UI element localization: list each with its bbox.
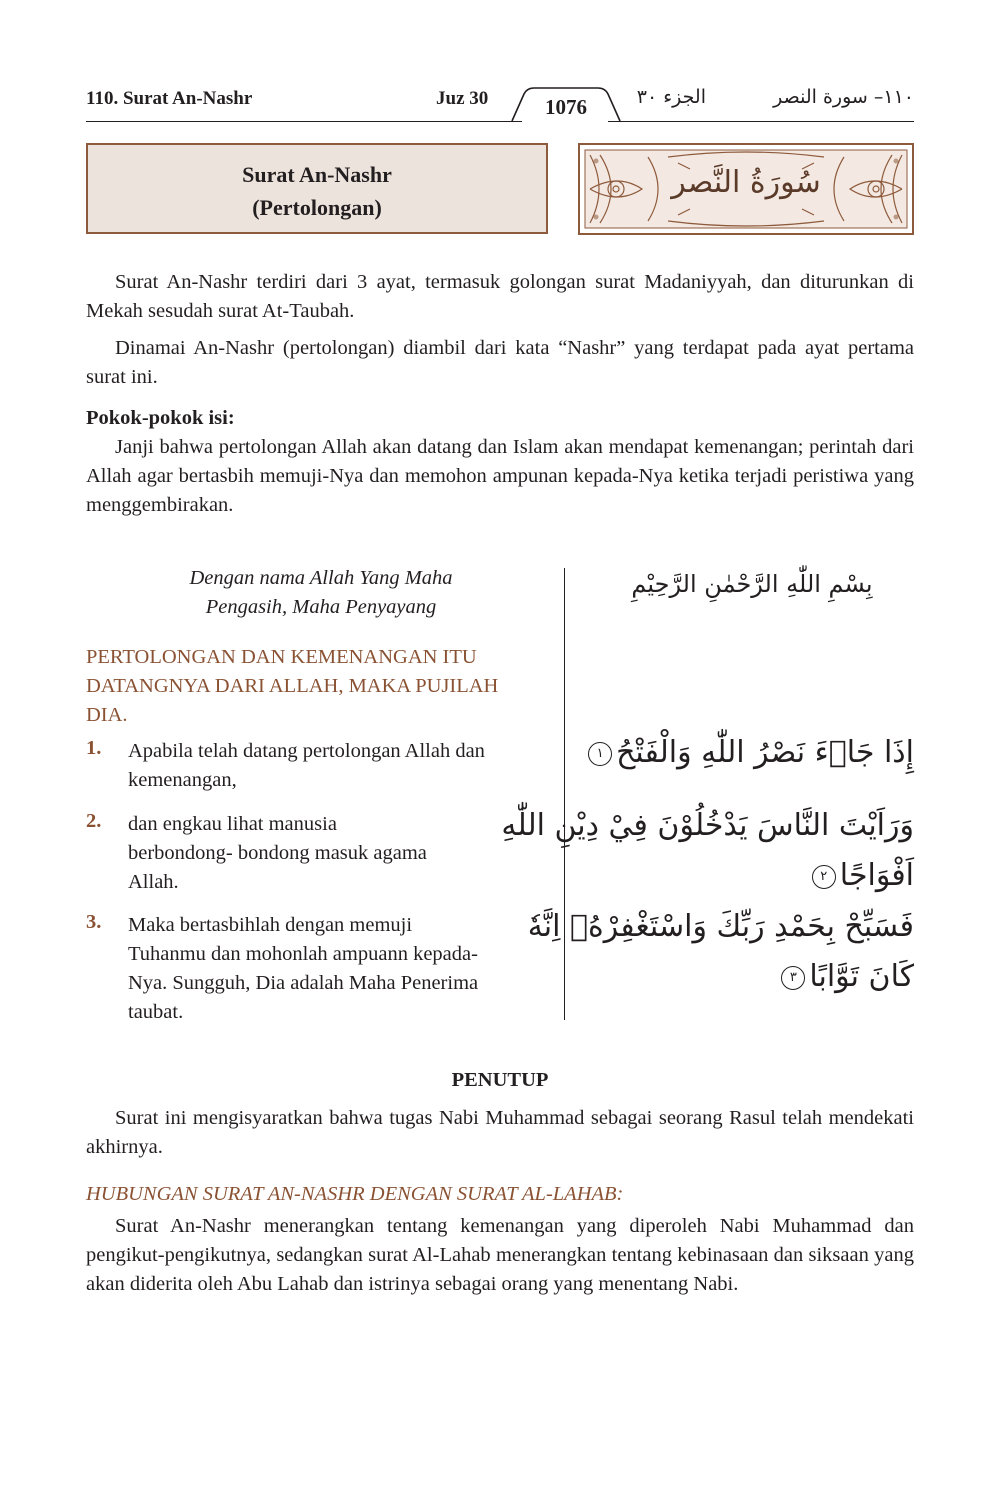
pokok-heading: Pokok-pokok isi:	[86, 407, 235, 429]
ayah-end-marker: ٢	[812, 865, 836, 889]
intro-paragraph-1: Surat An-Nashr terdiri dari 3 ayat, termasuk golongan surat Madaniyyah, dan diturunkan di Mekah sesudah surat At-Taubah.	[86, 271, 914, 322]
pokok-text: Janji bahwa pertolongan Allah akan datang dan Islam akan mendapat kemenangan; perintah dari Allah agar bertasbih memuji-Nya dan memohon ampunan kepada-Nya ketika terjadi peristiwa yang menggembirakan.	[86, 436, 914, 516]
column-divider	[564, 568, 565, 1020]
section-heading: PERTOLONGAN DAN KEMENANGAN ITU DATANGNYA DARI ALLAH, MAKA PUJILAH DIA.	[86, 646, 499, 726]
surah-title-box	[86, 143, 548, 234]
ayat-arabic: فَسَبِّحْ بِحَمْدِ رَبِّكَ وَاسْتَغْفِرْهُۗ اِنَّهٗ كَانَ تَوَّابًا٣	[527, 909, 914, 994]
juz-label: Juz 30	[436, 88, 489, 109]
ayat-translation: Maka bertasbihlah dengan memuji Tuhanmu dan mohonlah ampuann kepada- Nya. Sungguh, Dia adalah Maha Penerima taubat.	[128, 914, 479, 1023]
page-number: 1076	[545, 95, 587, 119]
penutup-heading: PENUTUP	[451, 1069, 549, 1091]
ayat-number: 3.	[86, 911, 102, 933]
ayat-arabic: إِذَا جَاۤءَ نَصْرُ اللّٰهِ وَالْفَتْحُ١	[590, 733, 914, 773]
ayat-number: 2.	[86, 810, 102, 832]
basmalah-arabic: بِسْمِ اللّٰهِ الرَّحْمٰنِ الرَّحِيْمِ	[631, 570, 873, 598]
surah-title-meaning: (Pertolongan)	[252, 195, 382, 220]
ayah-end-marker: ١	[588, 742, 612, 766]
ayat-translation: Apabila telah datang pertolongan Allah dan kemenangan,	[128, 740, 485, 791]
basmalah-translation: Dengan nama Allah Yang Maha Pengasih, Maha Penyayang	[189, 567, 453, 618]
header-rule-right	[608, 121, 914, 122]
penutup-text: Surat ini mengisyaratkan bahwa tugas Nabi Muhammad sebagai seorang Rasul telah mendekati akhirnya.	[86, 1107, 914, 1158]
hubungan-text: Surat An-Nashr menerangkan tentang kemenangan yang diperoleh Nabi Muhammad dan pengikut-pengikutnya, sedangkan surat Al-Lahab menerangkan tentang kebinasaan dan siksaan yang akan diderita oleh Abu Lahab dan istrinya sebagai orang yang menentang Nabi.	[86, 1215, 914, 1295]
ayat-arabic: وَرَاَيْتَ النَّاسَ يَدْخُلُوْنَ فِيْ دِيْنِ اللّٰهِ اَفْوَاجًا٢	[501, 808, 914, 893]
header-rule-left	[86, 121, 522, 122]
surah-calligraphy: سُورَةُ النَّصر	[671, 165, 821, 200]
ayah-end-marker: ٣	[781, 966, 805, 990]
hubungan-heading: HUBUNGAN SURAT AN-NASHR DENGAN SURAT AL-LAHAB:	[86, 1183, 624, 1205]
intro-paragraph-2: Dinamai An-Nashr (pertolongan) diambil dari kata “Nashr” yang terdapat pada ayat pertama surat ini.	[86, 337, 914, 388]
calligraphy-ornament	[578, 143, 914, 235]
running-title: 110. Surat An-Nashr	[86, 88, 253, 109]
page-number-tab	[510, 86, 622, 122]
ayat-translation: dan engkau lihat manusia berbondong- bondong masuk agama Allah.	[128, 813, 427, 893]
juz-arabic: الجزء ٣٠	[636, 86, 706, 108]
surah-arabic-header: ١١٠– سورة النصر	[773, 86, 914, 108]
ayat-number: 1.	[86, 737, 102, 759]
surah-title: Surat An-Nashr	[242, 162, 392, 187]
